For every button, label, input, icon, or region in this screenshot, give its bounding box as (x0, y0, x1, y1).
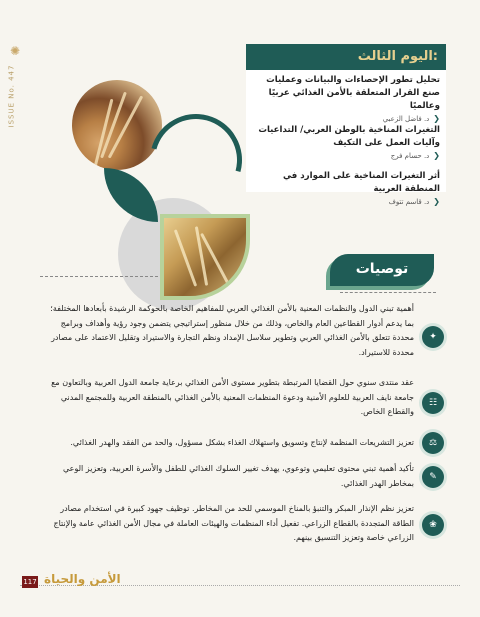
chevron-icon: ❮ (433, 197, 440, 206)
wheat-ears-photo (160, 214, 250, 300)
topic-item (254, 170, 440, 206)
community-icon: ☷ (422, 392, 444, 414)
topic-item (254, 124, 440, 160)
chevron-icon: ❮ (433, 151, 440, 160)
topic-title: تحليل تطور الإحصاءات والبيانات وعمليات صنع القرار المتعلقة بالأمن الغذائي عربيًا وعالميًا (266, 75, 440, 111)
ornament-star-icon: ✺ (10, 44, 21, 58)
recommendation-item: تعزيز نظم الإنذار المبكر والتنبؤ بالمناخ الموسمي للحد من المخاطر. توظيف جهود كبيرة في استخدام مصادر الطاقة المتجددة بالقطاع الزراعي. تفعيل أداء المنظمات والهيئات العاملة في مجال الأمن الغذائي عامة والإنتاج الزراعي خاصة وتعزيز التنسيق بينهم. (53, 504, 414, 542)
recommendation-item: أهمية تبني الدول والنظمات المعنية بالأمن الغذائي العربي للمفاهيم الخاصة بالحوكمة الرشيدة بأبعادها المختلفة؛ بما يدعم أدوار القطاعين العام والخاص، وذلك من خلال منظور إستراتيجي يتضمن وجود رؤية وأهداف وبرامج محددة تتعلق بالأمن الغذائي العربي وتطوير سلاسل الإمداد ونظم التجارة والاستيراد وتقليل الاعتماد على مصادر محددة للاستيراد. (50, 304, 414, 357)
handshake-icon: ✦ (422, 326, 444, 348)
topic-author: ❮د. قاسم تتوف (388, 197, 440, 206)
recommendations-heading: توصيات (330, 254, 434, 286)
divider (340, 292, 436, 293)
recommendation-item: تأكيد أهمية تبني محتوى تعليمي وتوعوي، يهدف تغيير السلوك الغذائي للطفل والأسرة العربية، وتعزيز الوعي بمخاطر الهدر الغذائي. (63, 464, 414, 488)
recommendation-item: عقد منتدى سنوي حول القضايا المرتبطة بتطوير مستوى الأمن الغذائي برعاية جامعة الدول العربية وبالتعاون مع جامعة نايف العربية للعلوم الأمنية ودعوة المنظمات المعنية بالأمن الغذائي بالمنطقة العربية وللمجتمع المدني والقطاع الخاص. (51, 378, 414, 416)
magazine-name: الأمن والحياة (44, 572, 121, 586)
recommendation-item: تعزيز التشريعات المنظمة لإنتاج وتسويق واستهلاك الغذاء بشكل مسؤول، والحد من الفقد والهدر الغذائي. (70, 438, 414, 447)
education-icon: ✎ (422, 466, 444, 488)
decorative-leaf (104, 168, 158, 222)
topic-title: أثر التغيرات المناخية على الموارد في المنطقة العربية (282, 171, 440, 194)
page-number: 117 (23, 578, 37, 586)
topic-item (254, 74, 440, 123)
topic-author: ❮د. فاضل الزعبي (382, 114, 440, 123)
chevron-icon: ❮ (433, 114, 440, 123)
scales-icon: ⚖ (422, 432, 444, 454)
issue-label (8, 64, 22, 134)
panel-title: اليوم الثالث: (246, 44, 446, 70)
topic-author: ❮د. حسام فرج (390, 151, 440, 160)
divider (40, 276, 158, 277)
agriculture-icon: ❀ (422, 514, 444, 536)
topic-title: التغيرات المناخية بالوطن العربي/ التداعيات وآليات العمل على التكيف (258, 125, 440, 148)
day-three-panel (246, 44, 446, 206)
wheat-field-photo (72, 80, 162, 170)
issue-number: ISSUE No. 447 (7, 64, 16, 128)
